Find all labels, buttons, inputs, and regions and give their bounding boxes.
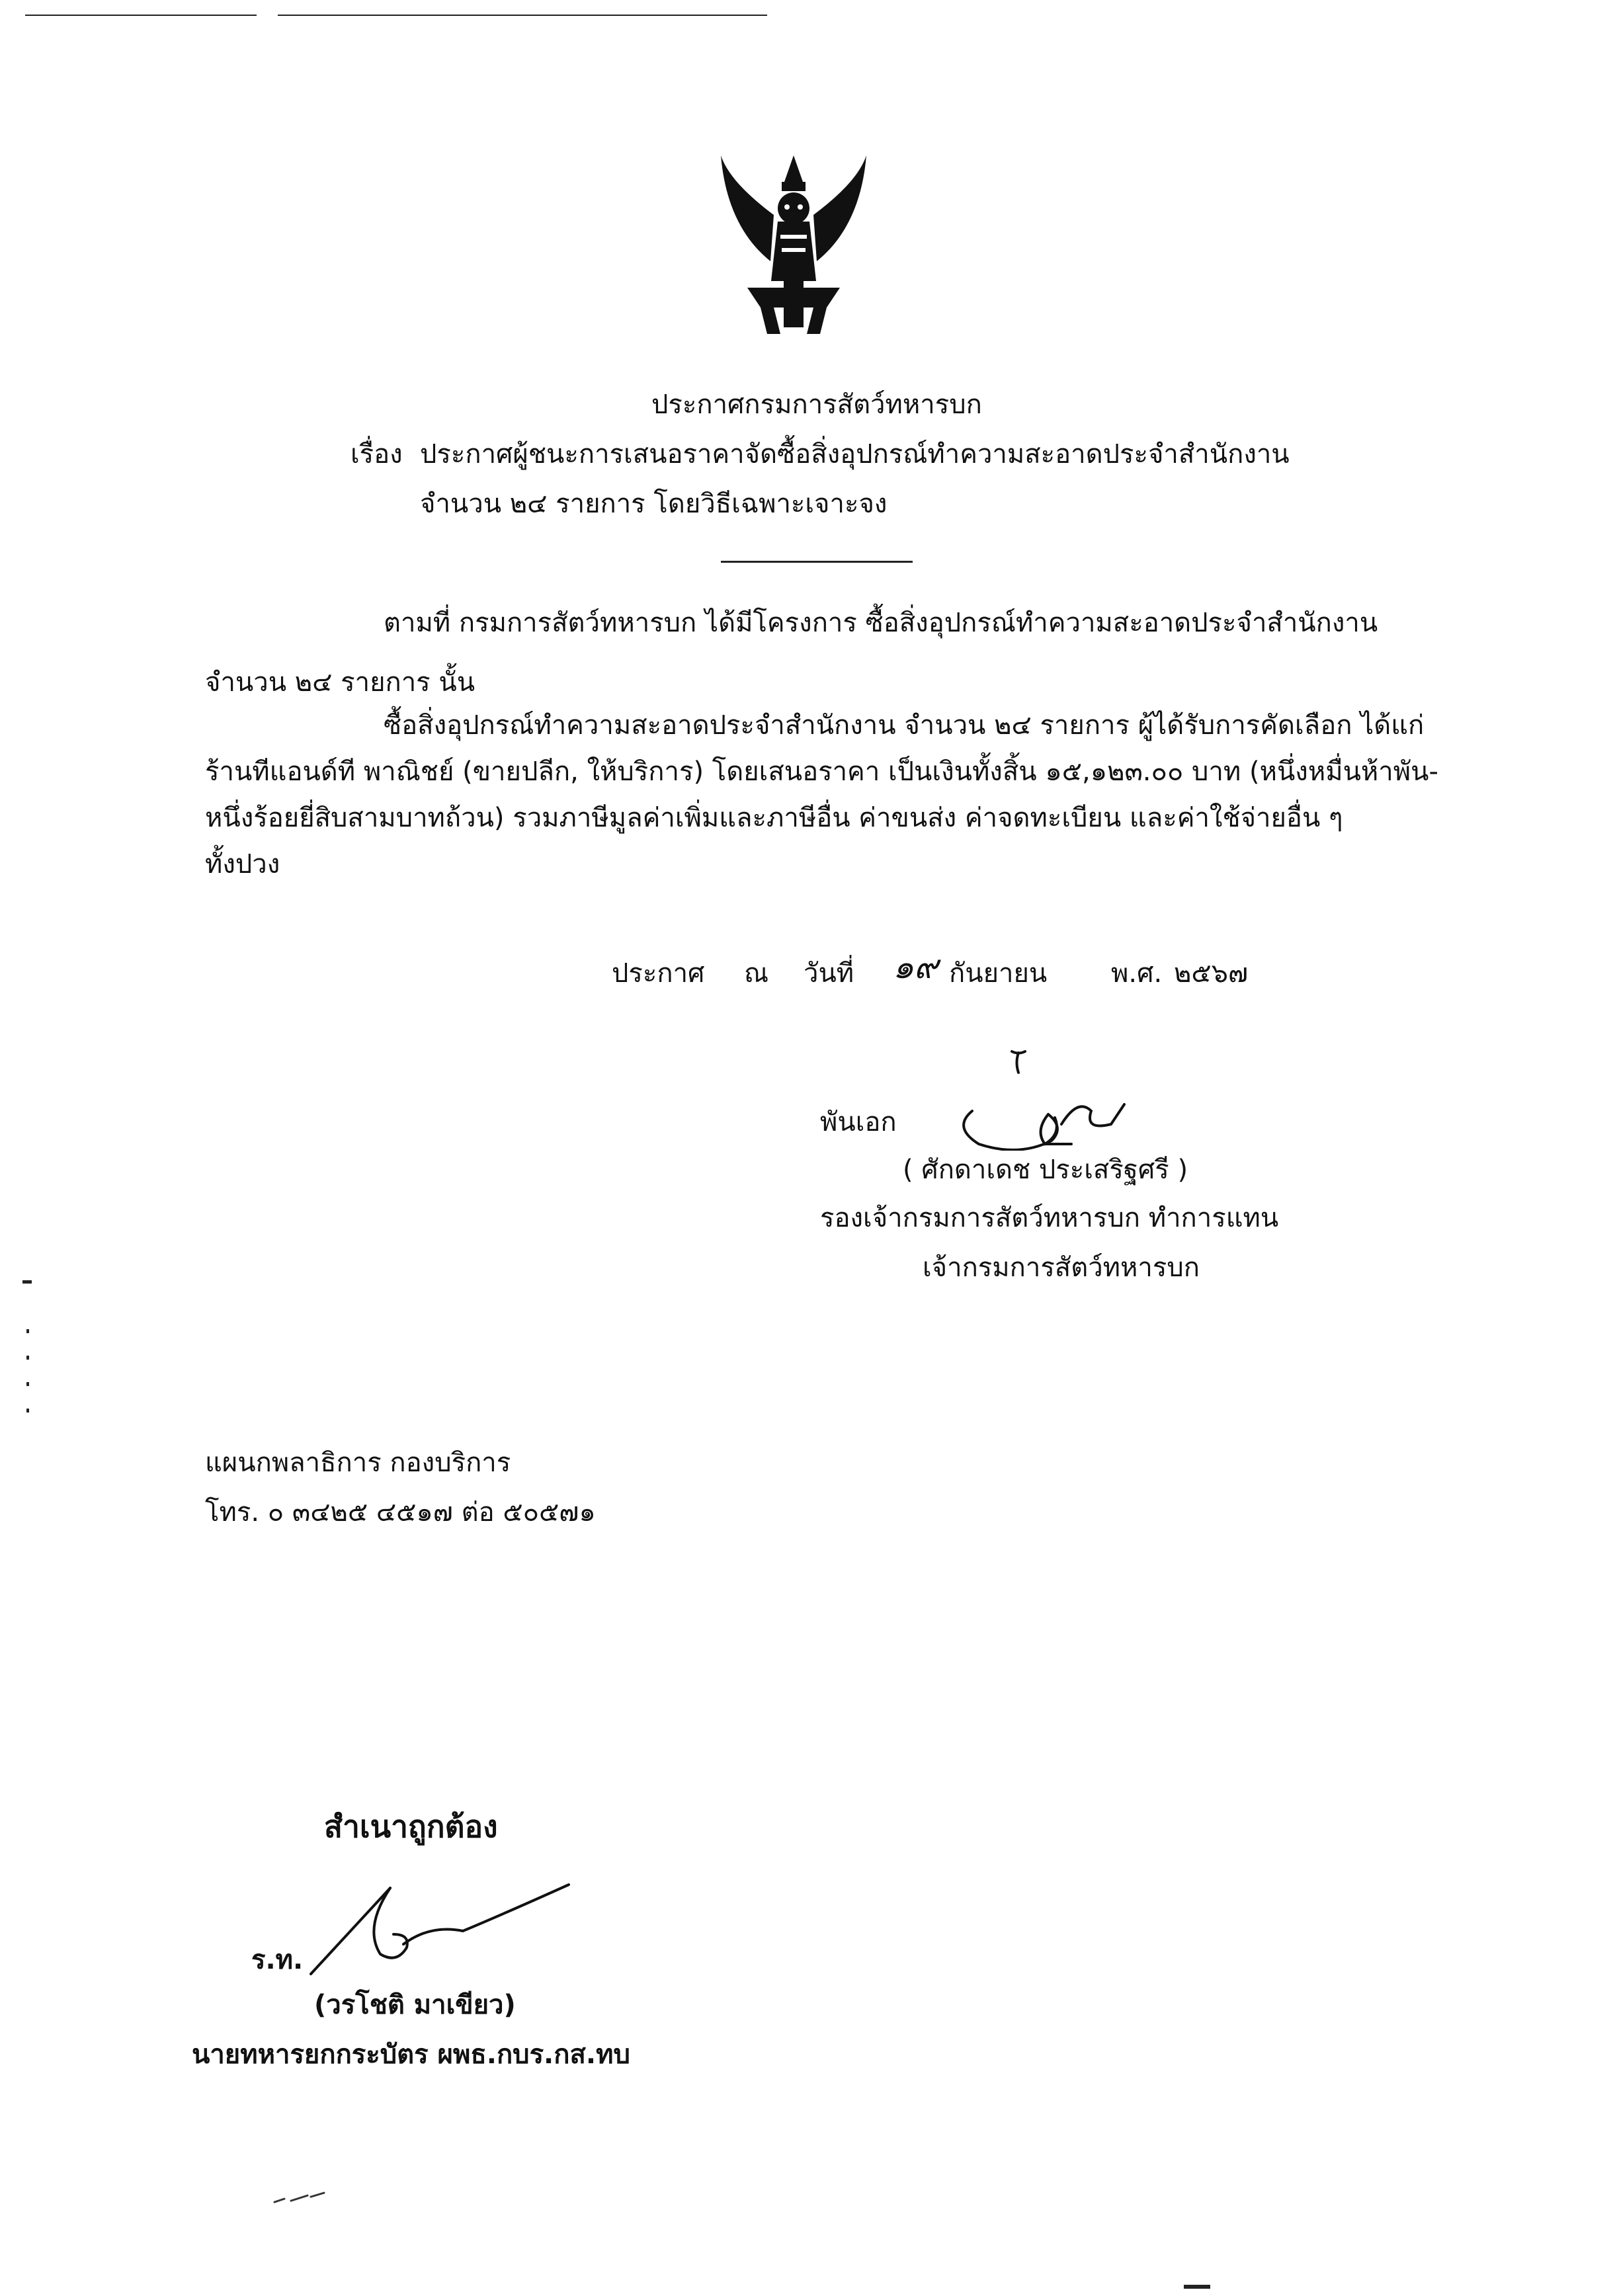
scan-mark-left-5: [26, 1409, 29, 1413]
top-scan-line-right: [278, 15, 767, 16]
signature-scribble: [919, 1045, 1151, 1151]
scan-mark-left-3: [26, 1356, 29, 1360]
subject-label: เรื่อง: [351, 439, 403, 470]
scan-mark-bottom-right: [1184, 2285, 1210, 2289]
top-scan-line-left: [25, 15, 257, 16]
signatory-position-2: เจ้ากรมการสัตว์ทหารบก: [923, 1252, 1200, 1283]
scan-mark-left-2: [26, 1329, 29, 1333]
certified-heading: สำเนาถูกต้อง: [324, 1809, 498, 1844]
certified-rank: ร.ท.: [251, 1945, 304, 1975]
contact-phone: โทร. ๐ ๓๔๒๕ ๔๕๑๗ ต่อ ๕๐๕๗๑: [205, 1497, 596, 1528]
certified-name: (วรโชติ มาเขียว): [314, 1990, 516, 2020]
subject-line-2: จำนวน ๒๔ รายการ โดยวิธีเฉพาะเจาะจง: [420, 489, 888, 519]
scan-mark-left-4: [26, 1382, 29, 1386]
date-month: กันยายน: [949, 958, 1048, 989]
garuda-emblem: [708, 149, 880, 347]
subject-line-1: ประกาศผู้ชนะการเสนอราคาจัดซื้อสิ่งอุปกรณ์ทำความสะอาดประจำสำนักงาน: [420, 439, 1290, 470]
announcement-title: ประกาศกรมการสัตว์ทหารบก: [651, 390, 982, 420]
para2-line-1: ซื้อสิ่งอุปกรณ์ทำความสะอาดประจำสำนักงาน จำนวน ๒๔ รายการ ผู้ได้รับการคัดเลือก ได้แก่: [384, 710, 1425, 741]
date-year-label: พ.ศ.: [1111, 958, 1163, 989]
certifier-signature: [304, 1881, 582, 1981]
scan-mark-left-1: [22, 1280, 32, 1284]
date-year: ๒๕๖๗: [1174, 958, 1249, 989]
date-day-handwritten: ๑๙: [893, 948, 938, 986]
certified-position: นายทหารยกกระบัตร ผพธ.กบร.กส.ทบ: [192, 2039, 630, 2070]
contact-department: แผนกพลาธิการ กองบริการ: [205, 1448, 511, 1478]
para1-line-2: จำนวน ๒๔ รายการ นั้น: [205, 667, 476, 698]
date-day-label: วันที่: [804, 958, 854, 989]
signatory-rank: พันเอก: [820, 1107, 897, 1137]
signatory-name: ( ศักดาเดช ประเสริฐศรี ): [903, 1155, 1188, 1185]
date-prefix: ประกาศ: [612, 958, 705, 989]
para1-line-1: ตามที่ กรมการสัตว์ทหารบก ได้มีโครงการ ซื้อสิ่งอุปกรณ์ทำความสะอาดประจำสำนักงาน: [384, 608, 1378, 638]
scan-mark-bottom: [271, 2189, 331, 2209]
header-divider: [721, 561, 913, 563]
para2-line-2: ร้านทีแอนด์ที พาณิชย์ (ขายปลีก, ให้บริการ) โดยเสนอราคา เป็นเงินทั้งสิ้น ๑๕,๑๒๓.๐๐ บาท (หนึ่งหมื่นห้าพัน-: [205, 757, 1438, 787]
para2-line-3: หนึ่งร้อยยี่สิบสามบาทถ้วน) รวมภาษีมูลค่าเพิ่มและภาษีอื่น ค่าขนส่ง ค่าจดทะเบียน และค่าใช้จ่ายอื่น ๆ: [205, 803, 1343, 833]
para2-line-4: ทั้งปวง: [205, 849, 280, 880]
signatory-position-1: รองเจ้ากรมการสัตว์ทหารบก ทำการแทน: [820, 1203, 1279, 1233]
date-at: ณ: [744, 958, 769, 989]
